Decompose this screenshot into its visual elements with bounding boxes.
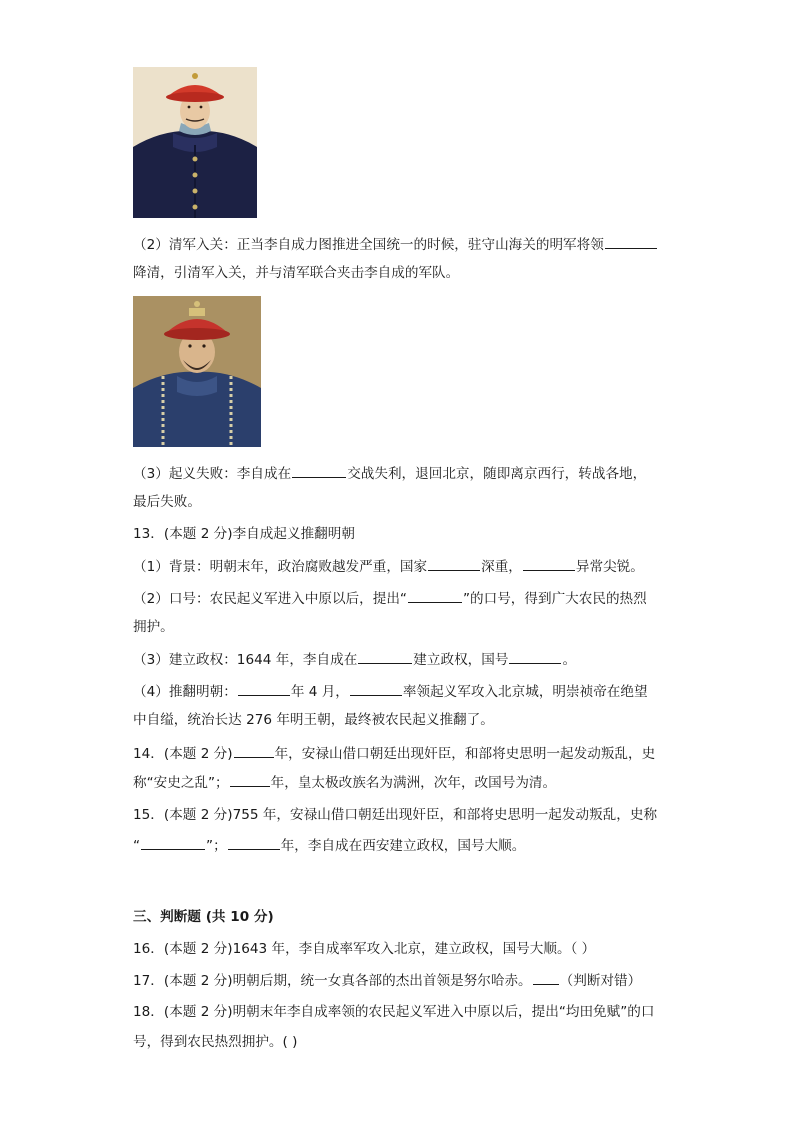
- q15-line2: [133, 835, 674, 856]
- question-text: 中自缢，统治长达 276 年明王朝，最终被农民起义推翻了。: [133, 712, 494, 728]
- q12-part3-line2: [133, 492, 674, 512]
- question-text: （判断对错）: [559, 973, 642, 989]
- q13-part4-line2: [133, 710, 674, 730]
- answer-blank[interactable]: [234, 743, 274, 758]
- q13-part2-line1: [133, 588, 674, 609]
- q14-line1: [133, 743, 674, 764]
- portrait-image-1: [133, 67, 257, 218]
- qing-portrait-illustration: [133, 67, 257, 218]
- q14-line2: [133, 772, 674, 793]
- q12-part2-text-cont: 降清，引清军入关，并与清军联合夹击李自成的军队。: [133, 265, 460, 281]
- answer-blank[interactable]: [230, 772, 270, 787]
- question-text: 称“安史之乱”；: [133, 775, 229, 791]
- question-text: 拥护。: [133, 619, 174, 635]
- q13-title: [133, 524, 674, 544]
- question-text: ”的口号，得到广大农民的热烈: [462, 591, 647, 607]
- question-text: 16．(本题 2 分)1643 年，李自成率军攻入北京，建立政权，国号大顺。（ ）: [133, 941, 596, 957]
- question-text: （1）背景：明朝末年，政治腐败越发严重，国家: [133, 559, 428, 575]
- q13-part2-line2: [133, 617, 674, 637]
- answer-blank[interactable]: [141, 835, 205, 850]
- question-text: 率领起义军攻入北京城，明崇祯帝在绝望: [402, 684, 648, 700]
- general-portrait-illustration: [133, 296, 261, 447]
- answer-blank[interactable]: [238, 681, 290, 696]
- answer-blank[interactable]: [358, 649, 412, 664]
- question-text: 年，李自成在西安建立政权，国号大顺。: [280, 838, 526, 854]
- answer-blank[interactable]: [292, 463, 346, 478]
- q13-part3: [133, 649, 674, 670]
- q13-part4-line1: [133, 681, 674, 702]
- answer-blank[interactable]: [605, 234, 657, 249]
- question-text: ”；: [206, 838, 227, 854]
- question-text: 建立政权，国号: [413, 652, 509, 668]
- answer-blank[interactable]: [228, 835, 280, 850]
- question-text: 年 4 月，: [290, 684, 349, 700]
- answer-blank[interactable]: [523, 556, 575, 571]
- question-text: （2）口号：农民起义军进入中原以后，提出“: [133, 591, 407, 607]
- q13-part1: [133, 556, 674, 577]
- question-text: 17．(本题 2 分)明朝后期，统一女真各部的杰出首领是努尔哈赤。: [133, 973, 532, 989]
- question-text: 异常尖锐。: [575, 559, 644, 575]
- section-title: [133, 907, 674, 927]
- q12-part2-line2: [133, 263, 674, 283]
- q12-part3-text-mid: 交战失利，退回北京，随即离京西行，转战各地，: [347, 466, 647, 482]
- question-text: （4）推翻明朝：: [133, 684, 237, 700]
- answer-blank[interactable]: [350, 681, 402, 696]
- question-text: 年，皇太极改族名为满洲，次年，改国号为清。: [270, 775, 557, 791]
- question-text: 深重，: [481, 559, 522, 575]
- q18-line2: [133, 1032, 674, 1052]
- q15-line1: [133, 805, 674, 825]
- q12-part3-text-cont: 最后失败。: [133, 494, 201, 510]
- q12-part2-line1: [133, 234, 674, 255]
- answer-blank[interactable]: [509, 649, 561, 664]
- section-heading: 三、判断题 (共 10 分): [133, 909, 274, 925]
- answer-blank[interactable]: [408, 588, 462, 603]
- question-title: 13．(本题 2 分)李自成起义推翻明朝: [133, 526, 355, 542]
- answer-blank[interactable]: [533, 970, 559, 985]
- question-text: 15．(本题 2 分)755 年，安禄山借口朝廷出现奸臣，和部将史思明一起发动叛乱，史称: [133, 807, 658, 823]
- question-text: “: [133, 838, 141, 854]
- q17-line: [133, 970, 674, 991]
- q12-part3-line1: [133, 463, 674, 484]
- question-text: 。: [562, 652, 577, 668]
- answer-blank[interactable]: [428, 556, 480, 571]
- q18-line1: [133, 1002, 674, 1022]
- question-text: 年，安禄山借口朝廷出现奸臣，和部将史思明一起发动叛乱，史: [274, 746, 656, 762]
- q12-part3-text: （3）起义失败：李自成在: [133, 466, 292, 482]
- q16-line: [133, 939, 674, 959]
- question-text: 18．(本题 2 分)明朝末年李自成率领的农民起义军进入中原以后，提出“均田免赋”的口: [133, 1004, 655, 1020]
- question-text: 号，得到农民热烈拥护。( ): [133, 1034, 298, 1050]
- question-text: （3）建立政权：1644 年，李自成在: [133, 652, 358, 668]
- q12-part2-text: （2）清军入关：正当李自成力图推进全国统一的时候，驻守山海关的明军将领: [133, 237, 604, 253]
- question-text: 14．(本题 2 分): [133, 746, 233, 762]
- portrait-image-2: [133, 296, 261, 447]
